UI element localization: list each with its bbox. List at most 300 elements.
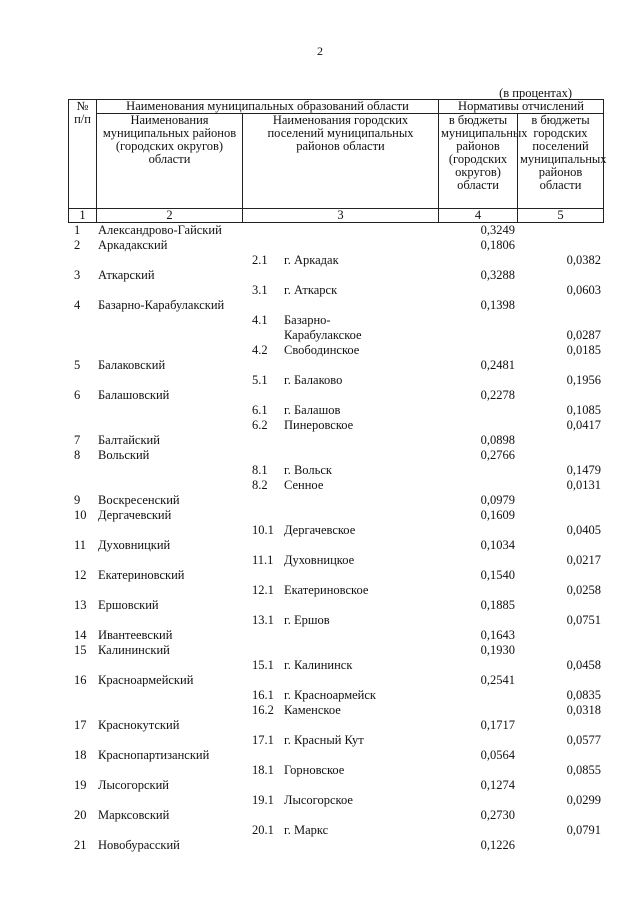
table-row [68,508,603,523]
header-col-no: № п/п [69,100,97,209]
district-norm: 0,1806 [480,238,515,252]
row-number: 14 [74,628,87,642]
row-number [68,478,96,493]
district-norm [438,478,517,493]
settlement-name [276,598,438,613]
district-name [96,313,242,328]
header-number: 2 [97,209,243,223]
settlement-norm [517,628,603,643]
district-name: Новобурасский [98,838,180,852]
table-row [68,553,603,568]
district-name: Балаковский [98,358,166,372]
table-row [68,253,603,268]
table-header [68,99,607,223]
settlement-name [276,268,438,283]
settlement-number [242,433,276,448]
settlement-norm [517,808,603,823]
district-norm [438,403,517,418]
district-norm: 0,1398 [480,298,515,312]
row-number: 15 [74,643,87,657]
settlement-name [276,448,438,463]
settlement-name: г. Вольск [284,463,332,477]
settlement-number: 8.2 [252,478,268,492]
settlement-name [276,388,438,403]
settlement-norm [517,778,603,793]
settlement-name: Екатериновское [284,583,369,597]
settlement-number [242,673,276,688]
settlement-norm: 0,0835 [566,688,601,702]
district-norm [438,583,517,598]
settlement-norm [517,298,603,313]
table-row [68,598,603,613]
settlement-norm: 0,0318 [566,703,601,717]
settlement-number [242,538,276,553]
settlement-norm: 0,0751 [566,613,601,627]
district-norm [438,688,517,703]
settlement-number: 2.1 [252,253,268,267]
row-number: 20 [74,808,87,822]
settlement-norm: 0,0855 [566,763,601,777]
settlement-number [242,238,276,253]
settlement-number: 18.1 [252,763,274,777]
district-name [96,793,242,808]
settlement-number [242,628,276,643]
settlement-name [276,838,438,853]
header-number: 5 [518,209,604,223]
table-row [68,238,603,253]
table-row [68,643,603,658]
table-row [68,373,603,388]
settlement-number [242,298,276,313]
settlement-norm [517,448,603,463]
settlement-norm: 0,0299 [566,793,601,807]
district-norm: 0,0979 [480,493,515,507]
district-norm: 0,1930 [480,643,515,657]
row-number: 21 [74,838,87,852]
row-number [68,823,96,838]
settlement-number [242,388,276,403]
header-number: 4 [439,209,518,223]
settlement-name [276,718,438,733]
district-name [96,613,242,628]
settlement-number: 11.1 [252,553,274,567]
district-name: Балтайский [98,433,160,447]
district-norm: 0,2730 [480,808,515,822]
table-row [68,343,603,358]
district-norm: 0,1540 [480,568,515,582]
district-norm: 0,1643 [480,628,515,642]
table-row [68,778,603,793]
settlement-norm [517,568,603,583]
district-name [96,583,242,598]
settlement-name [276,643,438,658]
settlement-name: г. Аткарск [284,283,338,297]
district-norm [438,763,517,778]
row-number [68,253,96,268]
settlement-number: 5.1 [252,373,268,387]
district-norm: 0,1034 [480,538,515,552]
page-number: 2 [317,44,323,58]
row-number: 3 [74,268,81,282]
row-number: 7 [74,433,81,447]
district-name [96,343,242,358]
table-row [68,463,603,478]
row-number: 2 [74,238,81,252]
settlement-name: Дергачевское [284,523,356,537]
row-number [68,313,96,328]
row-number: 18 [74,748,87,762]
settlement-norm [517,598,603,613]
header-number: 1 [69,209,97,223]
settlement-name [276,778,438,793]
table-row [68,703,603,718]
table-row [68,583,603,598]
row-number: 13 [74,598,87,612]
settlement-norm [517,748,603,763]
table-row [68,328,603,343]
district-name [96,658,242,673]
row-number: 16 [74,673,87,687]
settlement-number: 8.1 [252,463,268,477]
settlement-name [276,673,438,688]
table-row [68,388,603,403]
row-number [68,613,96,628]
district-norm [438,733,517,748]
settlement-norm: 0,0405 [566,523,601,537]
district-name [96,283,242,298]
district-name [96,253,242,268]
district-name: Екатериновский [98,568,185,582]
settlement-name [276,493,438,508]
settlement-norm [517,313,603,328]
settlement-norm [517,838,603,853]
district-norm [438,313,517,328]
district-name: Духовницкий [98,538,171,552]
settlement-number: 17.1 [252,733,274,747]
settlement-name [276,568,438,583]
district-norm [438,793,517,808]
row-number [68,583,96,598]
settlement-name [276,358,438,373]
district-norm: 0,3288 [480,268,515,282]
row-number [68,703,96,718]
row-number: 12 [74,568,87,582]
settlement-number [242,493,276,508]
settlement-norm: 0,0603 [566,283,601,297]
row-number [68,283,96,298]
row-number [68,763,96,778]
settlement-number: 16.1 [252,688,274,702]
table-row [68,493,603,508]
district-norm: 0,0564 [480,748,515,762]
district-name [96,688,242,703]
settlement-number [242,778,276,793]
settlement-number [242,718,276,733]
district-norm [438,343,517,358]
row-number [68,553,96,568]
settlement-norm [517,433,603,448]
settlement-number: 16.2 [252,703,274,717]
row-number: 1 [74,223,81,237]
row-number: 5 [74,358,81,372]
settlement-name: Карабулакское [284,328,362,342]
table-row [68,613,603,628]
table-row [68,838,603,853]
row-number [68,328,96,343]
table-row [68,688,603,703]
table-row [68,418,603,433]
table-row [68,448,603,463]
table-row [68,268,603,283]
district-name [96,403,242,418]
settlement-norm [517,673,603,688]
settlement-norm: 0,1479 [566,463,601,477]
settlement-number [242,598,276,613]
header-col-budget-settlement: в бюджеты городских поселений муниципальных районов области [518,114,604,209]
row-number: 6 [74,388,81,402]
district-name: Базарно-Карабулакский [98,298,225,312]
row-number: 9 [74,493,81,507]
row-number [68,793,96,808]
settlement-number: 13.1 [252,613,274,627]
row-number: 10 [74,508,87,522]
row-number [68,658,96,673]
district-norm: 0,1274 [480,778,515,792]
settlement-norm: 0,0458 [566,658,601,672]
settlement-number [242,643,276,658]
district-name [96,328,242,343]
district-norm: 0,2541 [480,673,515,687]
row-number: 19 [74,778,87,792]
table-row [68,763,603,778]
settlement-norm: 0,1085 [566,403,601,417]
district-name [96,418,242,433]
settlement-norm: 0,0258 [566,583,601,597]
district-name: Александрово-Гайский [98,223,222,237]
settlement-number [242,748,276,763]
row-number [68,463,96,478]
settlement-name: Сенное [284,478,324,492]
settlement-norm [517,238,603,253]
header-col-munic: Наименования муниципальных образований области [97,100,439,114]
district-name [96,523,242,538]
settlement-norm [517,268,603,283]
settlement-number: 4.2 [252,343,268,357]
table-row [68,733,603,748]
settlement-number: 3.1 [252,283,268,297]
table-row [68,403,603,418]
settlement-name [276,748,438,763]
table-row [68,478,603,493]
district-name: Аткарский [98,268,155,282]
settlement-norm: 0,0382 [566,253,601,267]
header-col-district: Наименования муниципальных районов (городских округов) области [97,114,243,209]
settlement-number: 20.1 [252,823,274,837]
district-name: Марксовский [98,808,170,822]
settlement-norm: 0,0287 [566,328,601,342]
district-name: Красноармейский [98,673,194,687]
row-number: 8 [74,448,81,462]
unit-note: (в процентах) [499,86,572,100]
row-number [68,373,96,388]
settlement-name: Базарно- [284,313,331,327]
settlement-name [276,223,438,238]
district-norm: 0,2481 [480,358,515,372]
settlement-number: 6.1 [252,403,268,417]
settlement-name [276,238,438,253]
settlement-norm [517,718,603,733]
district-name: Краснокутский [98,718,180,732]
settlement-number: 6.2 [252,418,268,432]
settlement-name [276,298,438,313]
header-col-norms: Нормативы отчислений [439,100,604,114]
settlement-name: Свободинское [284,343,360,357]
settlement-number: 19.1 [252,793,274,807]
district-norm: 0,0898 [480,433,515,447]
settlement-name: г. Калининск [284,658,353,672]
row-number [68,688,96,703]
district-norm [438,373,517,388]
settlement-name: г. Красный Кут [284,733,364,747]
district-name [96,703,242,718]
district-name: Ершовский [98,598,159,612]
header-col-budget-district: в бюджеты муниципальных районов (городских округов) области [439,114,518,209]
district-norm [438,703,517,718]
settlement-norm: 0,1956 [566,373,601,387]
row-number [68,343,96,358]
settlement-norm [517,493,603,508]
settlement-name: Горновское [284,763,345,777]
table-row [68,793,603,808]
settlement-number [242,838,276,853]
district-name [96,763,242,778]
settlement-number [242,508,276,523]
settlement-norm: 0,0417 [566,418,601,432]
settlement-norm: 0,0577 [566,733,601,747]
table-row [68,358,603,373]
settlement-name [276,508,438,523]
district-norm: 0,1717 [480,718,515,732]
table-row [68,628,603,643]
district-norm: 0,2766 [480,448,515,462]
district-norm: 0,2278 [480,388,515,402]
settlement-number: 12.1 [252,583,274,597]
settlement-name: г. Красноармейск [284,688,376,702]
settlement-name: г. Ершов [284,613,330,627]
settlement-name [276,538,438,553]
district-name: Лысогорский [98,778,169,792]
table-row [68,538,603,553]
district-name [96,478,242,493]
district-norm [438,283,517,298]
district-norm [438,463,517,478]
table-row [68,523,603,538]
settlement-number [242,328,276,343]
settlement-norm: 0,0217 [566,553,601,567]
settlement-norm [517,508,603,523]
district-norm: 0,1609 [480,508,515,522]
header-number: 3 [243,209,439,223]
header-col-settlement: Наименования городских поселений муниципальных районов области [243,114,439,209]
settlement-number: 4.1 [252,313,268,327]
settlement-name: Пинеровское [284,418,354,432]
settlement-name [276,433,438,448]
settlement-norm [517,358,603,373]
settlement-name: г. Балашов [284,403,341,417]
district-name: Вольский [98,448,150,462]
district-norm [438,823,517,838]
table-row [68,283,603,298]
table-row [68,673,603,688]
district-norm: 0,1226 [480,838,515,852]
settlement-name [276,808,438,823]
table-row [68,823,603,838]
settlement-norm [517,538,603,553]
settlement-name: Духовницкое [284,553,355,567]
settlement-number [242,358,276,373]
row-number: 11 [74,538,87,552]
settlement-number: 10.1 [252,523,274,537]
district-norm: 0,3249 [480,223,515,237]
table-row [68,223,603,238]
district-name [96,733,242,748]
table-row [68,433,603,448]
table-row [68,748,603,763]
settlement-number: 15.1 [252,658,274,672]
district-norm [438,613,517,628]
settlement-number [242,448,276,463]
district-norm [438,553,517,568]
settlement-norm: 0,0185 [566,343,601,357]
settlement-number [242,223,276,238]
settlement-name: г. Аркадак [284,253,339,267]
district-name [96,463,242,478]
district-name: Балашовский [98,388,170,402]
table-row [68,313,603,328]
settlement-name [276,628,438,643]
district-name [96,373,242,388]
settlement-norm: 0,0791 [566,823,601,837]
district-name: Краснопартизанский [98,748,210,762]
settlement-name: Каменское [284,703,341,717]
table-row [68,658,603,673]
settlement-norm [517,388,603,403]
table-row [68,568,603,583]
district-norm [438,523,517,538]
settlement-name: г. Балаково [284,373,343,387]
row-number: 17 [74,718,87,732]
settlement-name: Лысогорское [284,793,353,807]
district-norm [438,328,517,343]
row-number: 4 [74,298,81,312]
settlement-norm [517,643,603,658]
district-name: Ивантеевский [98,628,173,642]
district-name [96,823,242,838]
settlement-norm: 0,0131 [566,478,601,492]
row-number [68,733,96,748]
row-number [68,418,96,433]
table-row [68,298,603,313]
table-row [68,718,603,733]
table-row [68,808,603,823]
district-name: Дергачевский [98,508,172,522]
district-name [96,553,242,568]
settlement-number [242,808,276,823]
settlement-number [242,568,276,583]
settlement-number [242,268,276,283]
district-norm [438,658,517,673]
row-number [68,523,96,538]
